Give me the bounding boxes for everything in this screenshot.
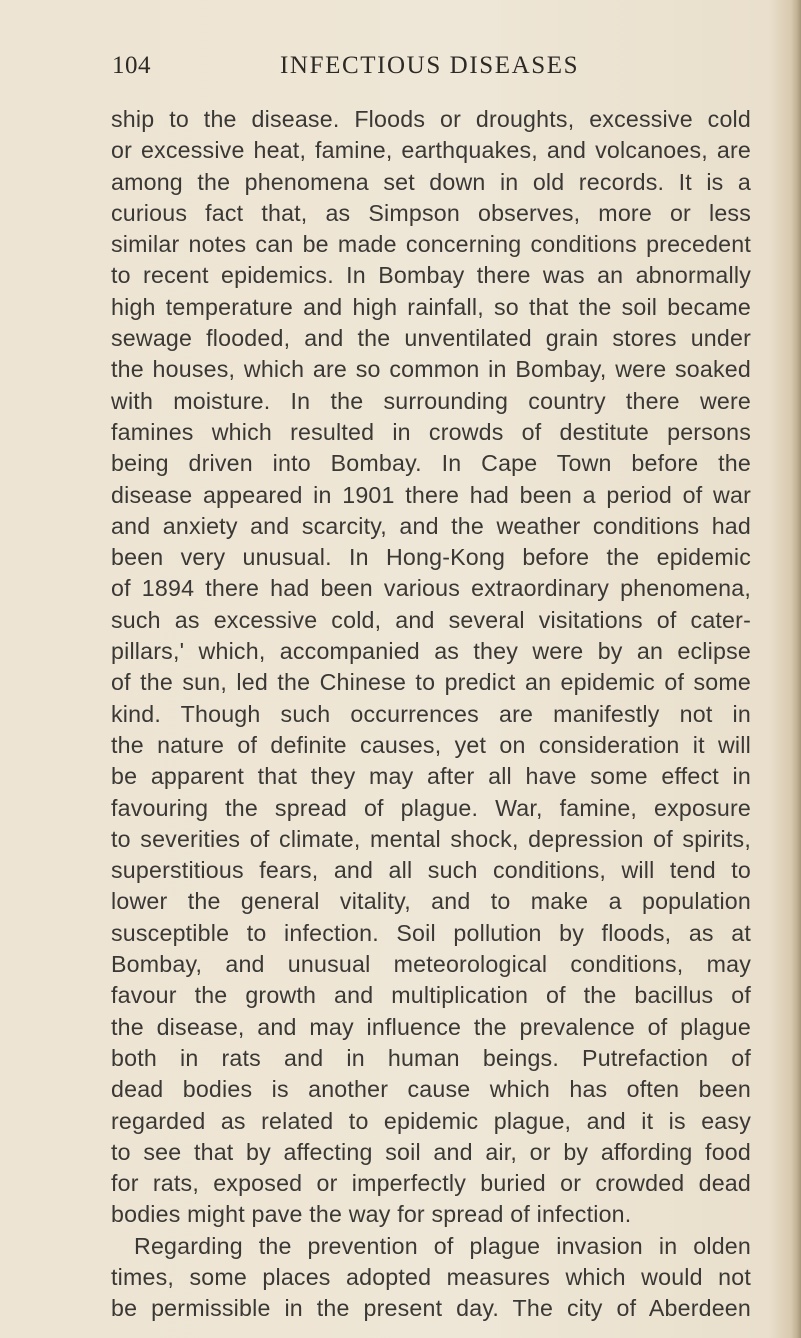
text-line: be apparent that they may after all have some effect in xyxy=(111,763,751,790)
text-line: both in rats and in human beings. Putrefaction of xyxy=(111,1044,751,1071)
text-line: regarded as related to epidemic plague, and it is easy xyxy=(111,1107,751,1134)
text-line: curious fact that, as Simpson observes, more or less xyxy=(111,199,751,226)
text-line: kind. Though such occurrences are manifestly not in xyxy=(111,700,751,727)
text-line: the nature of definite causes, yet on consideration it will xyxy=(111,731,751,758)
text-line: lower the general vitality, and to make a population xyxy=(111,888,751,915)
text-line: for rats, exposed or imperfectly buried or crowded dead xyxy=(111,1170,751,1197)
page-number: 104 xyxy=(112,52,151,79)
text-line: times, some places adopted measures which would not xyxy=(111,1263,751,1290)
text-line: of the sun, led the Chinese to predict an epidemic of some xyxy=(111,669,751,696)
page-edge-shadow xyxy=(791,0,801,1338)
text-line: been very unusual. In Hong-Kong before the epidemic xyxy=(111,544,751,571)
text-line: among the phenomena set down in old records. It is a xyxy=(111,168,751,195)
text-line: be permissible in the present day. The city of Aberdeen xyxy=(111,1295,751,1322)
text-line: to recent epidemics. In Bombay there was an abnormally xyxy=(111,262,751,289)
text-line: bodies might pave the way for spread of infection. xyxy=(111,1201,632,1228)
text-line: to see that by affecting soil and air, or by affording food xyxy=(111,1138,751,1165)
text-line: with moisture. In the surrounding country there were xyxy=(111,387,751,414)
text-line: similar notes can be made concerning conditions precedent xyxy=(111,231,751,258)
text-line: Bombay, and unusual meteorological conditions, may xyxy=(111,951,751,978)
text-line: pillars,' which, accompanied as they were by an eclipse xyxy=(111,638,751,665)
body-text xyxy=(111,104,751,1325)
text-line: dead bodies is another cause which has often been xyxy=(111,1076,751,1103)
text-line: or excessive heat, famine, earthquakes, and volcanoes, are xyxy=(111,137,751,164)
text-line: sewage flooded, and the unventilated grain stores under xyxy=(111,325,751,352)
text-line: of 1894 there had been various extraordinary phenomena, xyxy=(111,575,751,602)
text-line: being driven into Bombay. In Cape Town before the xyxy=(111,450,751,477)
text-line: to severities of climate, mental shock, depression of spirits, xyxy=(111,825,751,852)
text-line: such as excessive cold, and several visitations of cater- xyxy=(111,606,751,633)
text-line: ship to the disease. Floods or droughts, excessive cold xyxy=(111,106,751,132)
text-line: superstitious fears, and all such conditions, will tend to xyxy=(111,857,751,884)
text-line: favouring the spread of plague. War, famine, exposure xyxy=(111,794,751,821)
text-line: Regarding the prevention of plague invasion in olden xyxy=(134,1232,751,1259)
running-head: INFECTIOUS DISEASES xyxy=(280,52,580,79)
page-header xyxy=(112,52,712,92)
text-line: favour the growth and multiplication of the bacillus of xyxy=(111,982,751,1009)
text-line: and anxiety and scarcity, and the weather conditions had xyxy=(111,512,751,539)
text-line: famines which resulted in crowds of destitute persons xyxy=(111,418,751,445)
text-line: susceptible to infection. Soil pollution by floods, as at xyxy=(111,919,751,946)
text-line: high temperature and high rainfall, so that the soil became xyxy=(111,293,751,320)
text-line: disease appeared in 1901 there had been a period of war xyxy=(111,481,751,508)
text-line: the houses, which are so common in Bombay, were soaked xyxy=(111,356,751,383)
text-line: the disease, and may influence the prevalence of plague xyxy=(111,1013,751,1040)
